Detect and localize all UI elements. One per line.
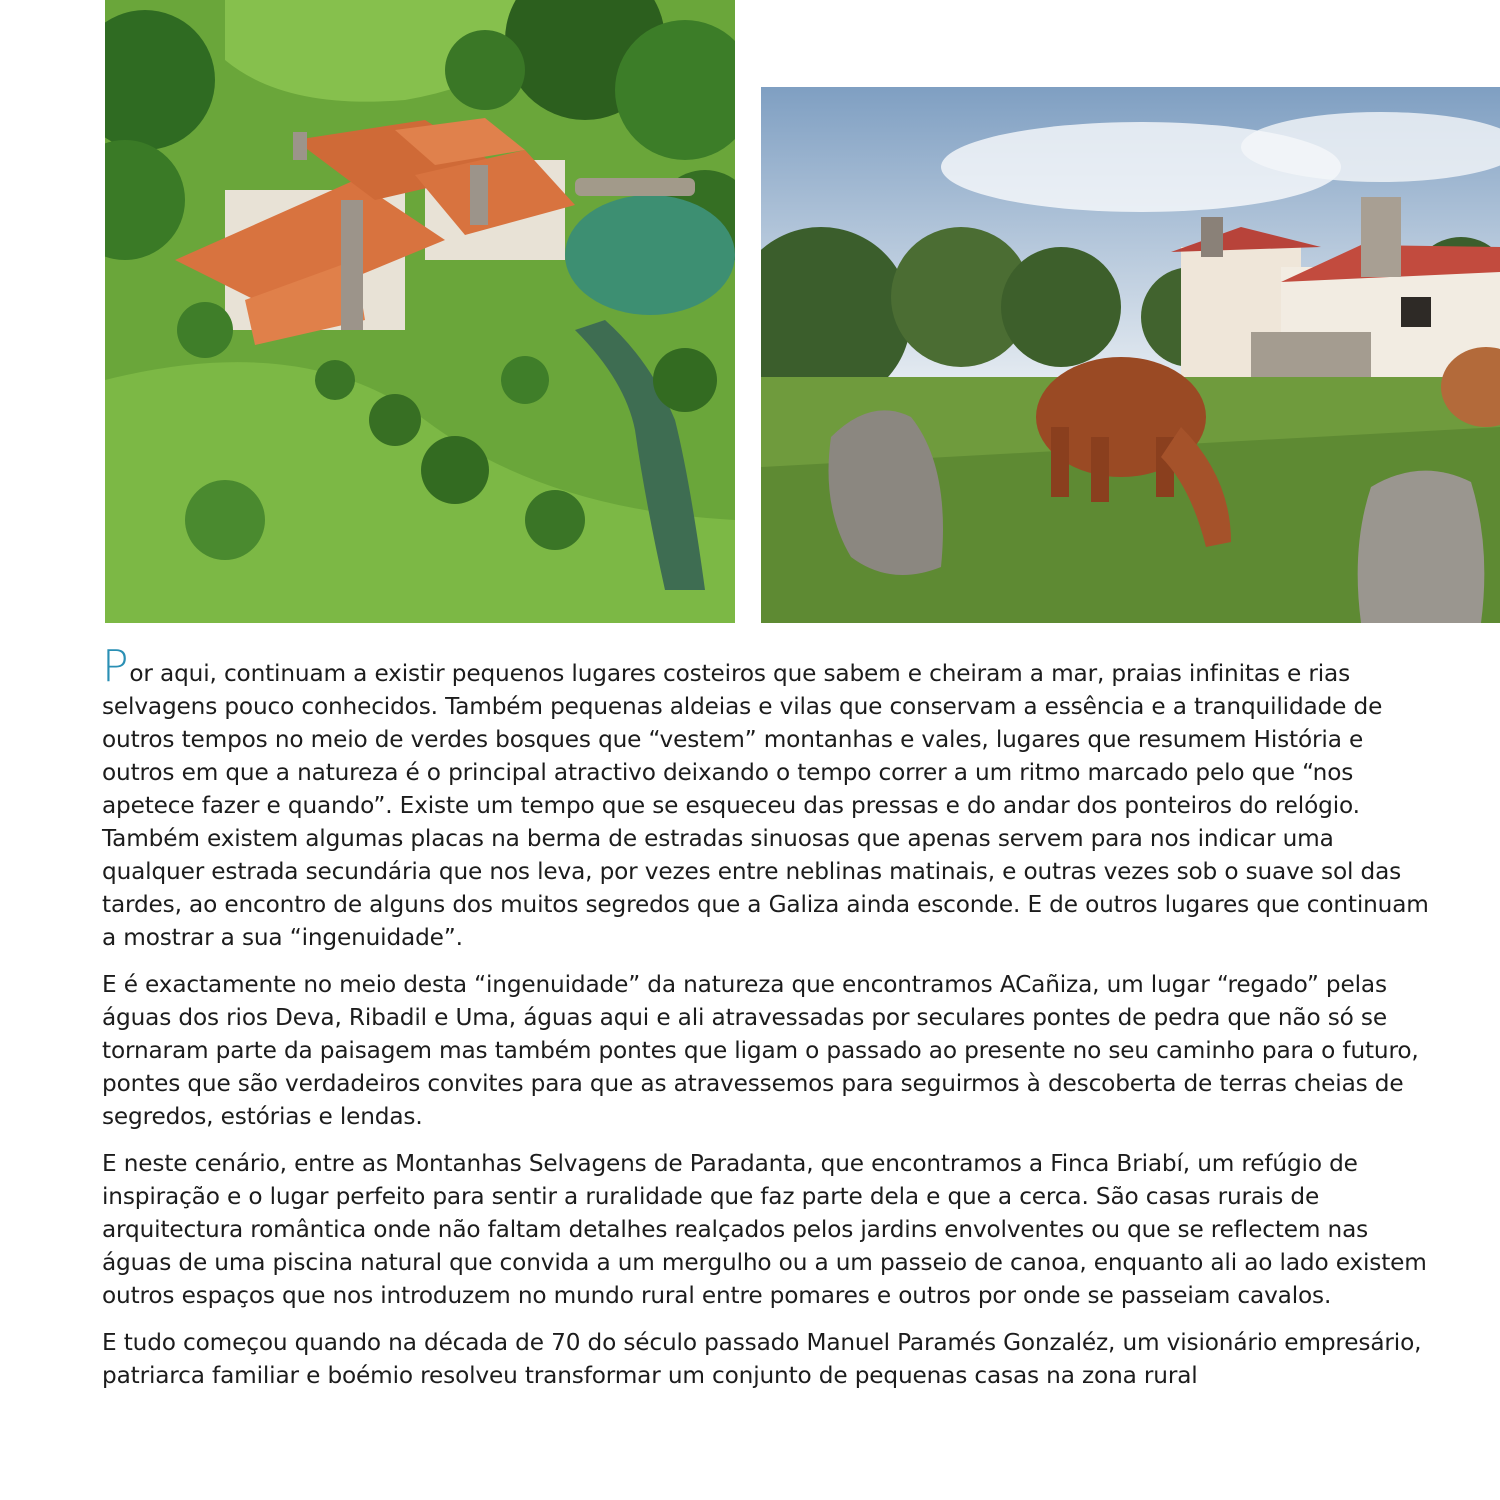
- paragraph-1: [102, 641, 1432, 954]
- paragraph-3: E neste cenário, entre as Montanhas Selvagens de Paradanta, que encontramos a Finca Briabí, um refúgio de inspiração e o lugar perfeito para sentir a ruralidade que faz parte dela e que a cerca. São casas rurais de arquitectura romântica onde não faltam detalhes realçados pelos jardins envolventes ou que se reflectem nas águas de uma piscina natural que convida a um mergulho ou a um passeio de canoa, enquanto ali ao lado existem outros espaços que nos introduzem no mundo rural entre pomares e outros por onde se passeiam cavalos.: [102, 1150, 1427, 1309]
- paragraph-1-text: or aqui, continuam a existir pequenos lugares costeiros que sabem e cheiram a mar, praias infinitas e rias selvagens pouco conhecidos. Também pequenas aldeias e vilas que conservam a essência e a tranquilidade de outros tempos no meio de verdes bosques que “vestem” montanhas e vales, lugares que resumem História e outros em que a natureza é o principal atractivo deixando o tempo correr a um ritmo marcado pelo que “nos apetece fazer e quando”. Existe um tempo que se esqueceu das pressas e do andar dos ponteiros do relógio. Também existem algumas placas na berma de estradas sinuosas que apenas servem para nos indicar uma qualquer estrada secundária que nos leva, por vezes entre neblinas matinais, e outras vezes sob o suave sol das tardes, ao encontro de alguns dos muitos segredos que a Galiza ainda esconde. E de outros lugares que continuam a mostrar a sua “ingenuidade”.: [102, 660, 1429, 951]
- aerial-estate-photo: [105, 0, 735, 623]
- article-body: [102, 641, 1432, 1406]
- paragraph-2: E é exactamente no meio desta “ingenuidade” da natureza que encontramos ACañiza, um lugar “regado” pelas águas dos rios Deva, Ribadil e Uma, águas aqui e ali atravessadas por seculares pontes de pedra que não só se tornaram parte da paisagem mas também pontes que ligam o passado ao presente no seu caminho para o futuro, pontes que são verdadeiros convites para que as atravessemos para seguirmos à descoberta de terras cheias de segredos, estórias e lendas.: [102, 971, 1419, 1130]
- cows-grazing-photo: [761, 87, 1500, 623]
- paragraph-4: E tudo começou quando na década de 70 do século passado Manuel Paramés Gonzaléz, um visionário empresário, patriarca familiar e boémio resolveu transformar um conjunto de pequenas casas na zona rural: [102, 1329, 1422, 1389]
- drop-cap: P: [102, 641, 129, 692]
